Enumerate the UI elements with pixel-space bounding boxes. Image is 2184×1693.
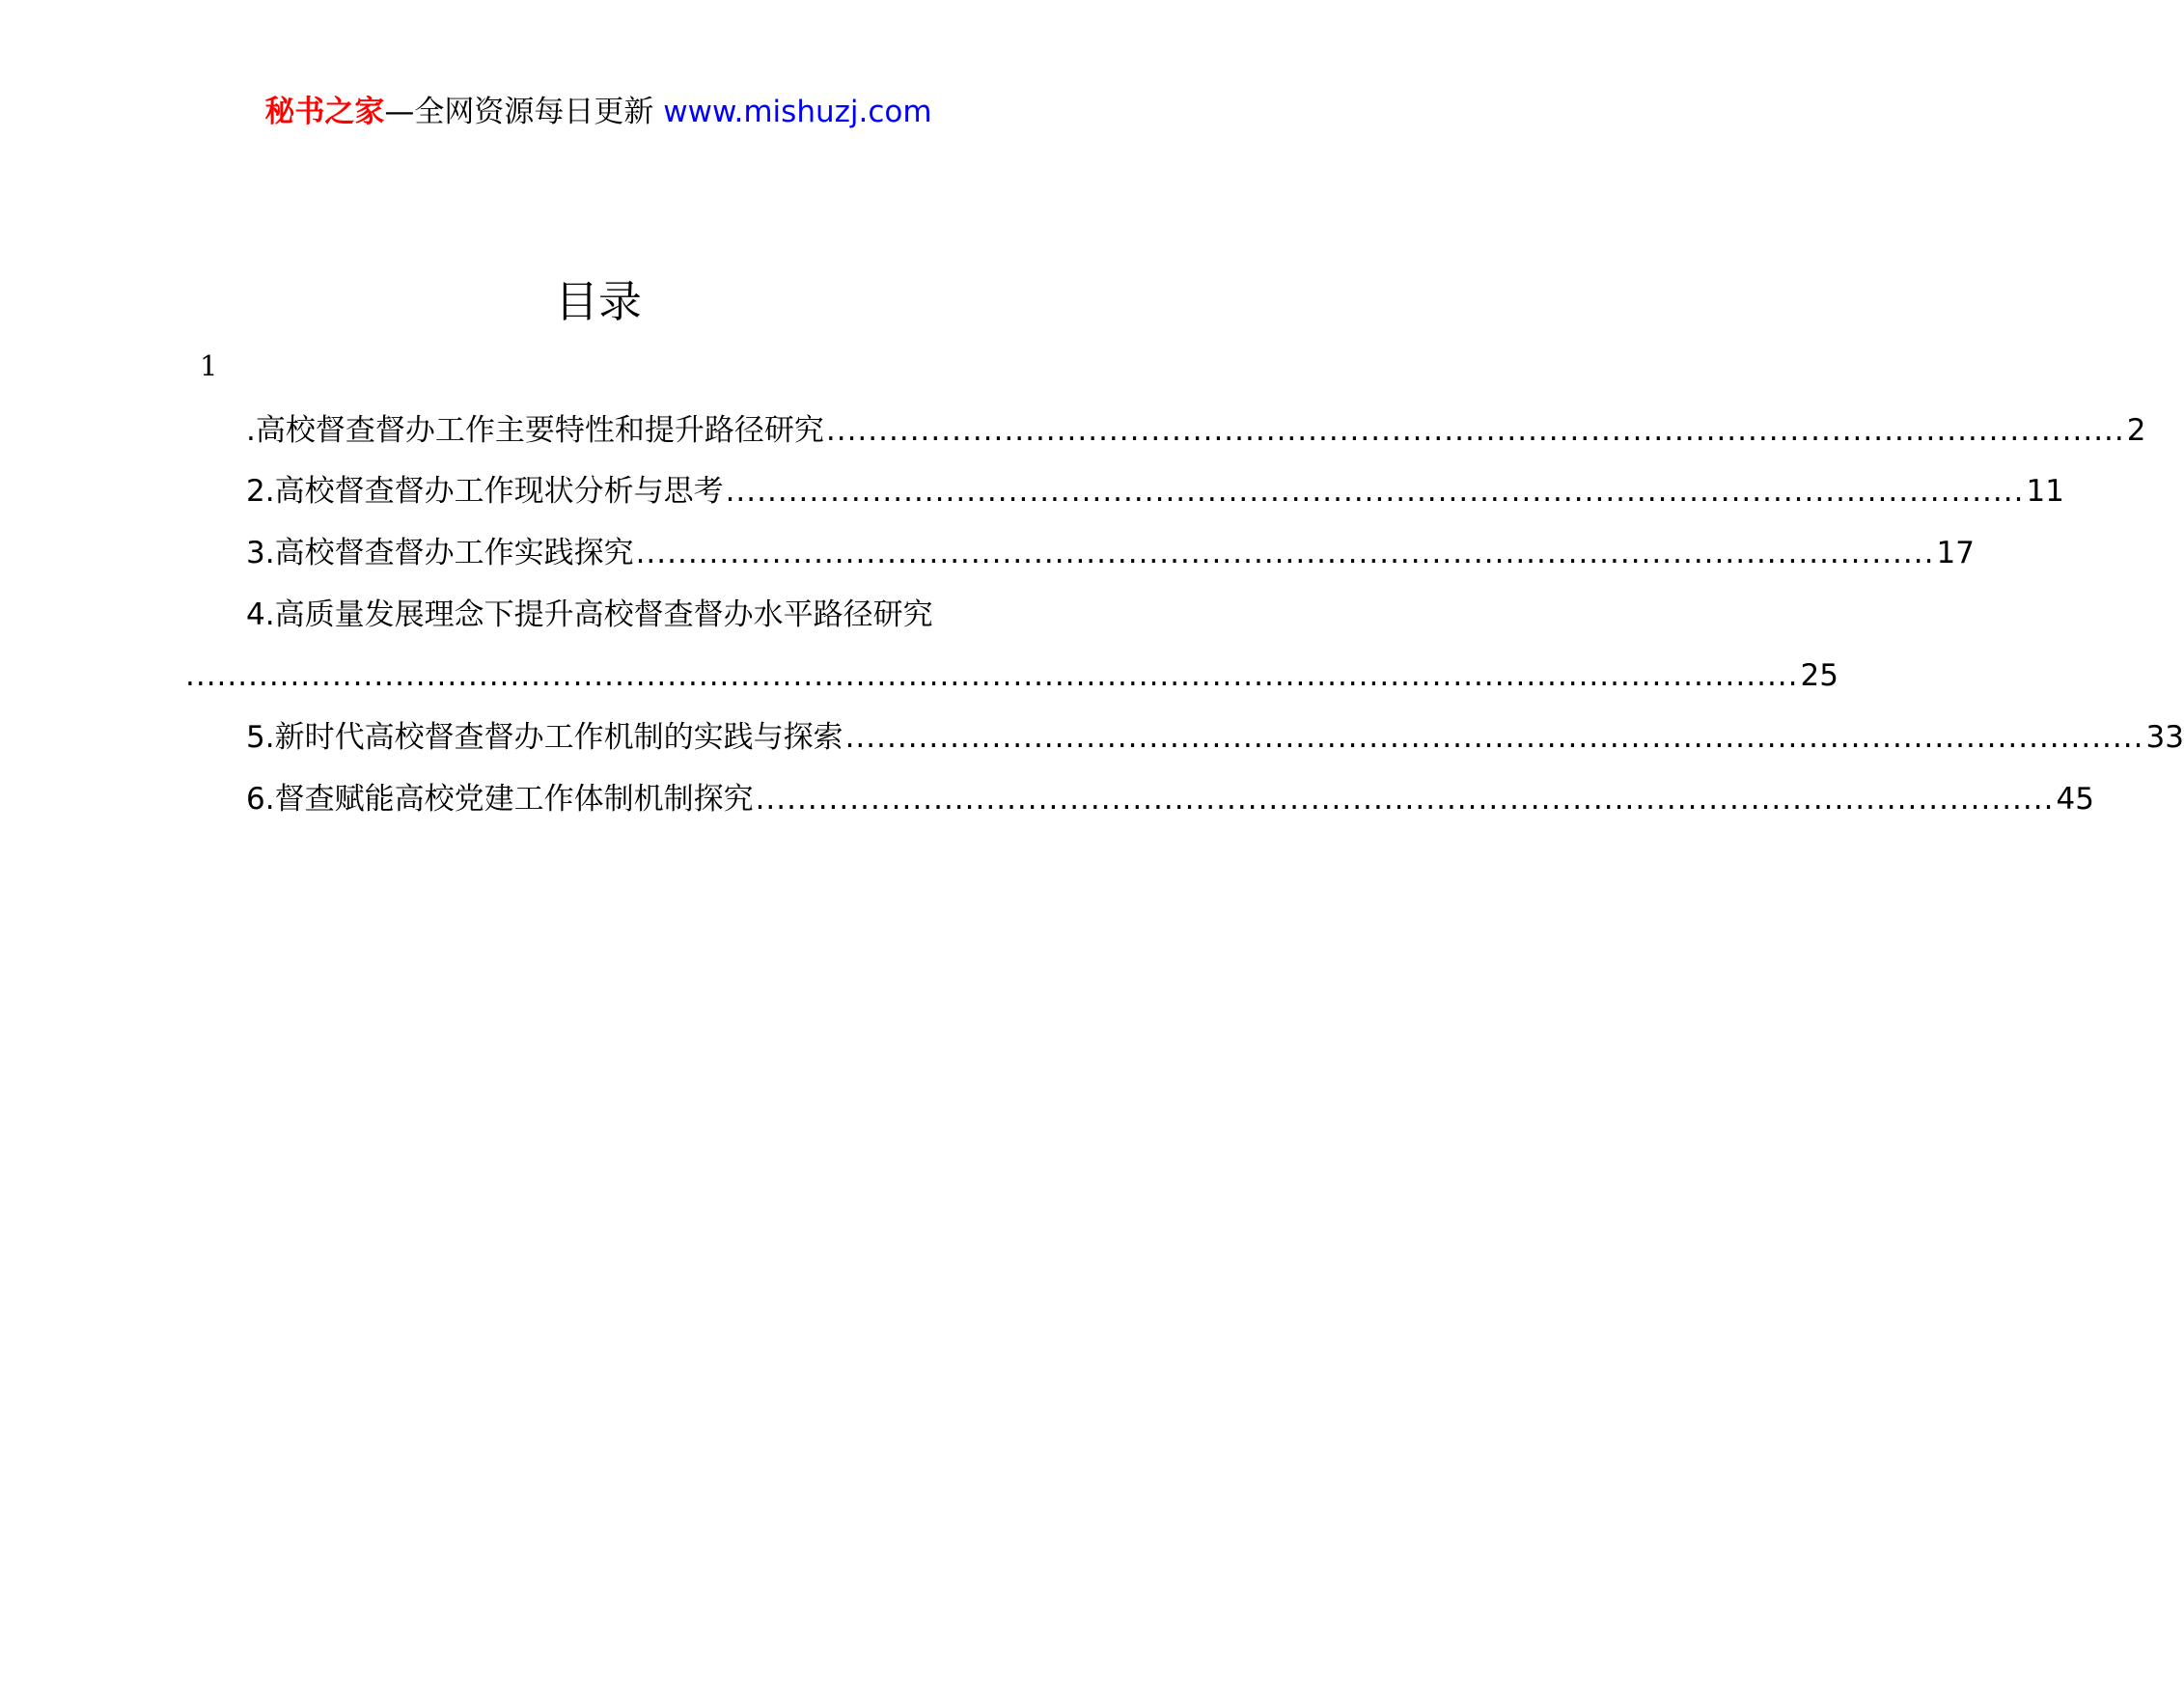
- toc-entry-4-continuation[interactable]: [183, 658, 1838, 694]
- toc-entry-page: 2: [2126, 413, 2146, 448]
- toc-entry-page: 25: [1800, 658, 1838, 693]
- dot-leader: ............................................................................................................................: [844, 720, 2144, 755]
- toc-entry-page: 17: [1936, 536, 1975, 570]
- dot-leader: ............................................................................................................................: [635, 536, 1935, 570]
- site-url-link[interactable]: www.mishuzj.com: [663, 95, 932, 129]
- toc-entry-6[interactable]: [246, 782, 2094, 818]
- page-marker: 1: [200, 349, 218, 382]
- dot-leader: ..........................................................................................................................................................: [185, 658, 1799, 693]
- dot-leader: ............................................................................................................................: [825, 413, 2125, 448]
- toc-entry-5[interactable]: [246, 720, 2184, 756]
- toc-entry-3[interactable]: [246, 536, 1975, 571]
- header-tagline: —全网资源每日更新: [384, 95, 654, 129]
- toc-entry-title: 6.督查赋能高校党建工作体制机制探究: [246, 782, 754, 817]
- toc-entry-title: 2.高校督查督办工作现状分析与思考: [246, 474, 724, 509]
- toc-entry-1[interactable]: [246, 413, 2146, 449]
- toc-entry-page: 11: [2026, 474, 2064, 509]
- dot-leader: ............................................................................................................................: [725, 474, 2025, 509]
- toc-entry-title: 3.高校督查督办工作实践探究: [246, 536, 634, 570]
- toc-entry-page: 45: [2056, 782, 2094, 817]
- toc-entry-page: 33: [2145, 720, 2184, 755]
- toc-entry-title: 5.新时代高校督查督办工作机制的实践与探索: [246, 720, 843, 755]
- toc-entry-title: 4.高质量发展理念下提升高校督查督办水平路径研究: [246, 597, 933, 632]
- toc-title: 目录: [554, 276, 642, 327]
- toc-entry-4[interactable]: [246, 597, 1013, 633]
- brand-name: 秘书之家: [264, 95, 385, 129]
- toc-entry-title: .高校督查督办工作主要特性和提升路径研究: [246, 413, 824, 448]
- toc-entry-2[interactable]: [246, 474, 2064, 510]
- site-header: [0, 95, 1197, 130]
- dot-leader: ............................................................................................................................: [755, 782, 2055, 817]
